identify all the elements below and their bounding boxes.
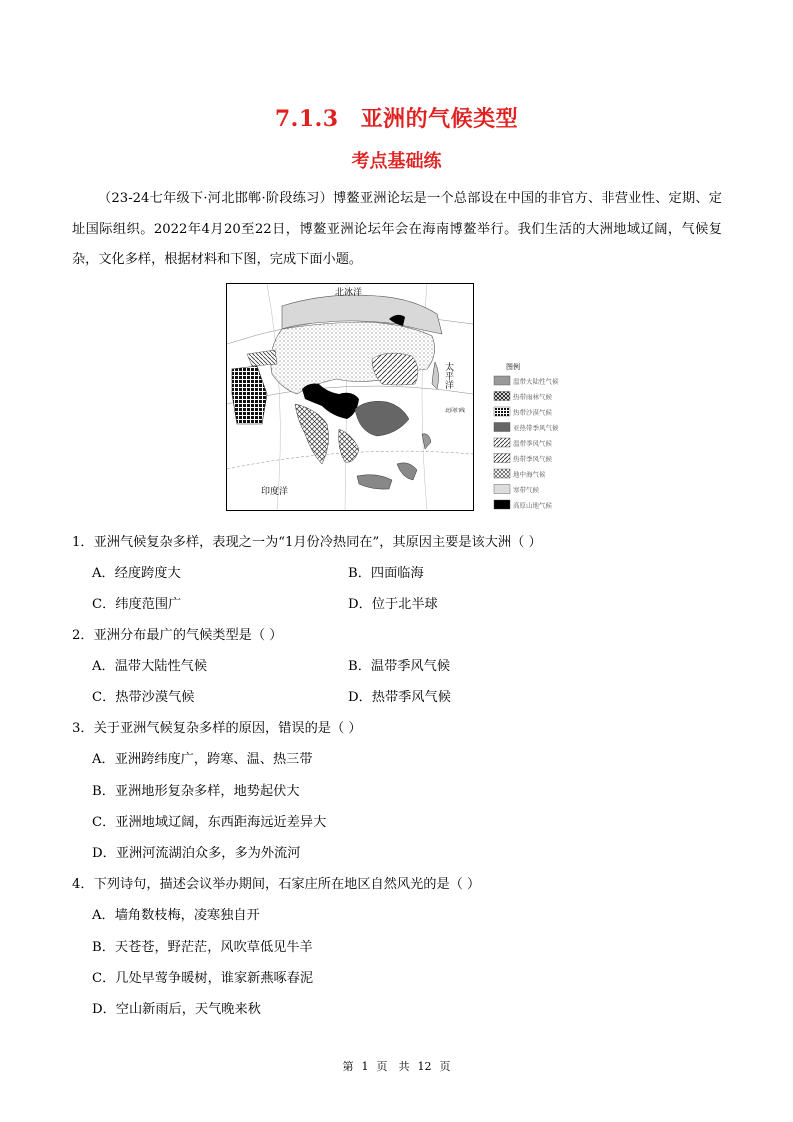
- label-indian-ocean: 印度洋: [261, 486, 289, 496]
- legend-label: 温带季风气候: [513, 440, 552, 448]
- region-desert: [232, 366, 267, 424]
- legend-label: 高原山地气候: [513, 502, 552, 510]
- intro-paragraph: （23-24七年级下·河北邯郸·阶段练习）博鳌亚洲论坛是一个总部设在中国的非官方、非营业性、定期、定址国际组织。2022年4月20至22日，博鳌亚洲论坛年会在海南博鳌举行。我们生活的大洲地域辽阔，气候复杂，文化多样，根据材料和下图，完成下面小题。: [72, 191, 722, 267]
- q4-option-d[interactable]: D．空山新雨后，天气晚来秋: [92, 1002, 261, 1017]
- legend-label: 热带沙漠气候: [513, 409, 552, 417]
- label-pacific-ocean: 太平洋: [444, 362, 454, 389]
- footer-page-number: 1: [361, 1060, 369, 1073]
- legend-title: 图例: [506, 364, 520, 371]
- legend-swatch: [494, 407, 510, 416]
- legend-swatch: [494, 485, 510, 494]
- label-arctic-ocean: 北冰洋: [335, 287, 363, 297]
- legend-swatch: [494, 438, 510, 447]
- legend-label: 寒带气候: [513, 487, 539, 494]
- legend-swatch: [494, 500, 510, 509]
- q2-option-a[interactable]: A．温带大陆性气候: [92, 659, 208, 674]
- legend-label: 地中海气候: [513, 471, 546, 479]
- footer-page-word: 第: [342, 1060, 354, 1073]
- title-text: 亚洲的气候类型: [360, 106, 519, 132]
- footer-total-pages: 12: [417, 1060, 432, 1073]
- page-footer: [0, 1058, 793, 1074]
- q3-option-d[interactable]: D．亚洲河流湖泊众多，多为外流河: [92, 846, 301, 861]
- region-temperate-monsoon: [372, 353, 418, 385]
- q1-option-d[interactable]: D．位于北半球: [348, 597, 438, 612]
- q1-option-c[interactable]: C．纬度范围广: [92, 597, 182, 612]
- label-tropic: 北回归线: [445, 408, 466, 414]
- legend-swatch: [494, 454, 510, 463]
- region-mediterranean: [247, 350, 277, 366]
- page-subtitle: 考点基础练: [351, 151, 442, 172]
- asia-climate-map: [226, 283, 474, 511]
- legend-label: 亚热带季风气候: [513, 425, 559, 432]
- page-title: [0, 102, 793, 133]
- question-3: 3．关于亚洲气候复杂多样的原因，错误的是（ ）: [72, 721, 362, 736]
- legend-swatch: [494, 423, 510, 432]
- q2-option-b[interactable]: B．温带季风气候: [348, 659, 451, 674]
- question-2: 2．亚洲分布最广的气候类型是（ ）: [72, 628, 283, 643]
- legend-swatch: [494, 469, 510, 478]
- legend-swatch: [494, 392, 510, 401]
- question-4: 4．下列诗句，描述会议举办期间，石家庄所在地区自然风光的是（ ）: [72, 877, 481, 892]
- footer-page-mid: 页 共: [376, 1060, 410, 1073]
- map-legend: [492, 360, 582, 515]
- region-rainforest: [357, 475, 392, 489]
- q4-option-c[interactable]: C．几处早莺争暖树，谁家新燕啄春泥: [92, 971, 314, 986]
- legend-label: 热带季风气候: [513, 456, 552, 463]
- footer-page-end: 页: [439, 1060, 451, 1073]
- q3-option-b[interactable]: B．亚洲地形复杂多样，地势起伏大: [92, 784, 300, 799]
- legend-label: 热带雨林气候: [513, 394, 552, 401]
- q1-option-a[interactable]: A．经度跨度大: [92, 566, 181, 581]
- q4-option-b[interactable]: B．天苍苍，野茫茫，风吹草低见牛羊: [92, 940, 313, 955]
- q2-option-d[interactable]: D．热带季风气候: [348, 690, 451, 705]
- q3-option-c[interactable]: C．亚洲地域辽阔，东西距海远近差异大: [92, 815, 327, 830]
- region-subtropical-monsoon: [355, 401, 409, 436]
- q3-option-a[interactable]: A．亚洲跨纬度广，跨寒、温、热三带: [92, 752, 313, 767]
- legend-swatch: [494, 376, 510, 385]
- q1-option-b[interactable]: B．四面临海: [348, 566, 424, 581]
- region-tropical-monsoon: [295, 404, 329, 464]
- q2-option-c[interactable]: C．热带沙漠气候: [92, 690, 195, 705]
- q4-option-a[interactable]: A．墙角数枝梅，凌寒独自开: [92, 908, 260, 923]
- question-1: 1．亚洲气候复杂多样，表现之一为“1月份冷热同在”，其原因主要是该大洲（ ）: [72, 535, 542, 550]
- legend-label: 温带大陆性气候: [513, 378, 559, 386]
- title-number: 7.1.3: [274, 106, 339, 132]
